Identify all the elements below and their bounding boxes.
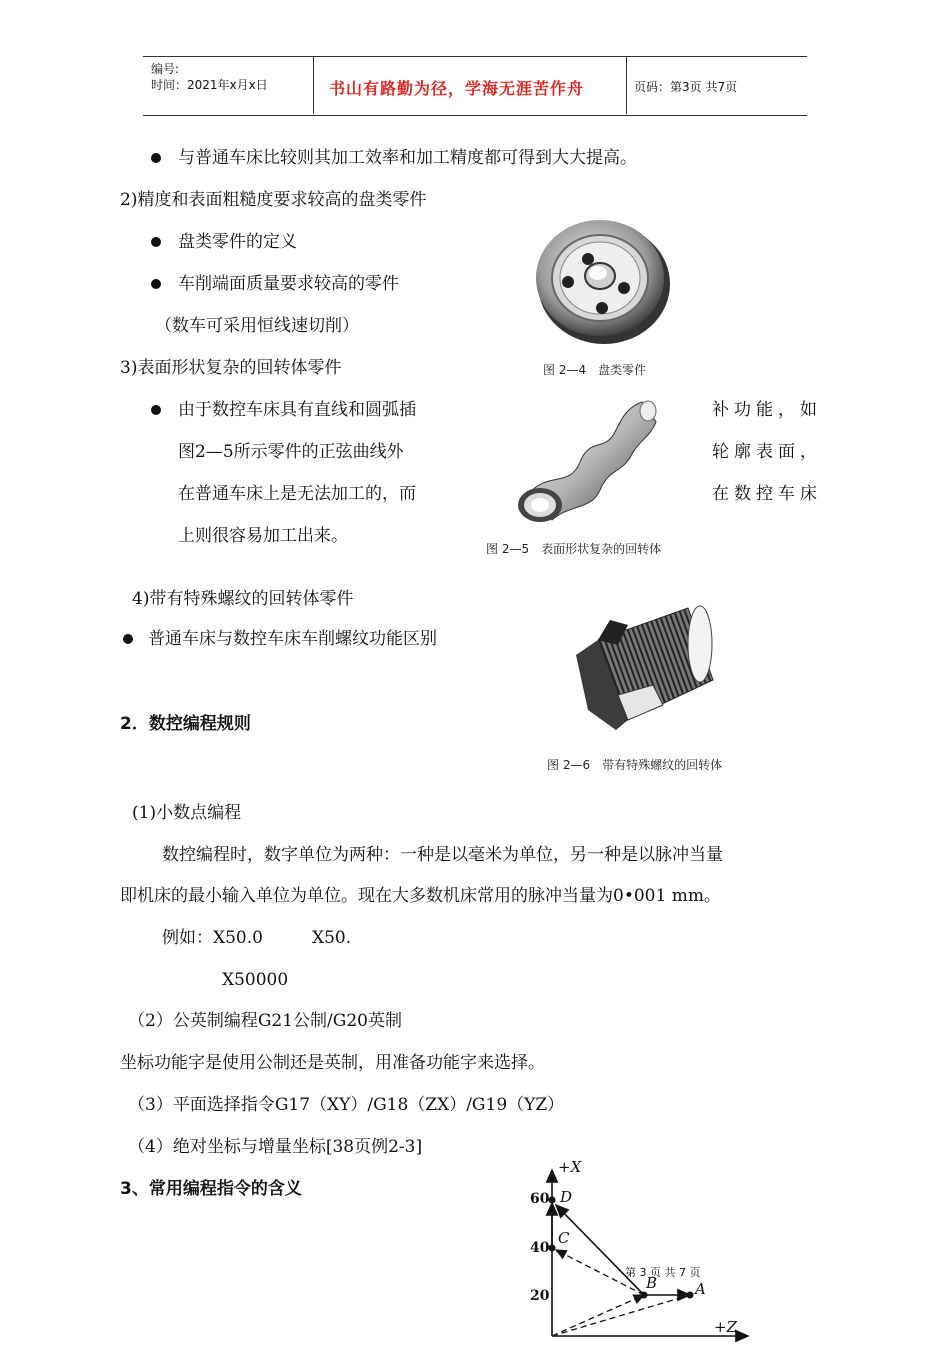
point-label-a: A [695, 1280, 706, 1298]
bullet-dot [151, 405, 161, 415]
axis-label-z: +Z [714, 1318, 737, 1336]
special-thread-part-image [568, 600, 718, 735]
complex-surface-part-image [510, 392, 660, 530]
body-line: （3）平面选择指令G17（XY）/G18（ZX）/G19（YZ） [128, 1095, 565, 1115]
body-line: （4）绝对坐标与增量坐标[38页例2-3] [128, 1137, 423, 1157]
bullet-dot [151, 153, 161, 163]
body-line: （数车可采用恒线速切削） [155, 316, 359, 336]
sub-heading: (1)小数点编程 [132, 803, 242, 823]
header-divider [626, 56, 627, 114]
body-line: 与普通车床比较则其加工效率和加工精度都可得到大大提高。 [178, 148, 637, 168]
bullet-dot [123, 634, 133, 644]
tick-label: 60 [530, 1191, 550, 1207]
section-heading: 2．数控编程规则 [120, 714, 251, 734]
body-line: 在数控车床 [712, 484, 822, 504]
bullet-dot [151, 237, 161, 247]
body-line: 轮廓表面， [712, 442, 822, 462]
body-line: 数控编程时，数字单位为两种：一种是以毫米为单位，另一种是以脉冲当量 [162, 845, 723, 865]
point-label-b: B [646, 1274, 658, 1292]
header-divider [313, 56, 314, 114]
disc-part-image [528, 212, 673, 347]
figure-caption: 图 2—4 盘类零件 [543, 363, 647, 377]
tick-label: 20 [530, 1288, 550, 1304]
header-code-label: 编号: [151, 62, 180, 76]
sub-heading: 4)带有特殊螺纹的回转体零件 [132, 589, 354, 609]
body-line: 在普通车床上是无法加工的，而 [178, 484, 416, 504]
body-line: 上则很容易加工出来。 [178, 526, 348, 546]
point-label-c: C [558, 1229, 570, 1247]
figure-caption: 图 2—6 带有特殊螺纹的回转体 [547, 758, 723, 772]
body-line: 车削端面质量要求较高的零件 [178, 274, 399, 294]
section-heading: 3、常用编程指令的含义 [120, 1179, 302, 1199]
header-motto: 书山有路勤为径，学海无涯苦作舟 [329, 79, 585, 98]
header-page-info: 页码：第3页 共7页 [634, 80, 738, 94]
body-line: X50. [312, 928, 352, 948]
body-line: （2）公英制编程G21公制/G20英制 [128, 1011, 402, 1031]
point-label-d: D [560, 1188, 573, 1206]
figure-caption: 图 2—5 表面形状复杂的回转体 [486, 542, 662, 556]
axis-label-x: +X [558, 1158, 582, 1176]
sub-heading: 2)精度和表面粗糙度要求较高的盘类零件 [120, 190, 427, 210]
bullet-dot [151, 279, 161, 289]
body-line: 坐标功能字是使用公制还是英制，用准备功能字来选择。 [120, 1053, 545, 1073]
body-line: 由于数控车床具有直线和圆弧插 [178, 400, 416, 420]
body-line: 例如：X50.0 [162, 928, 263, 948]
body-line: 图2—5所示零件的正弦曲线外 [178, 442, 404, 462]
page-footer: 第 3 页 共 7 页 [625, 1266, 701, 1279]
body-line: 盘类零件的定义 [178, 232, 297, 252]
body-line: 即机床的最小输入单位为单位。现在大多数机床常用的脉冲当量为0•001 mm。 [120, 886, 721, 906]
sub-heading: 3)表面形状复杂的回转体零件 [120, 358, 342, 378]
body-line: 普通车床与数控车床车削螺纹功能区别 [148, 629, 437, 649]
body-line: 补功能，如 [712, 400, 822, 420]
header-time-label: 时间：2021年x月x日 [151, 78, 268, 92]
body-line: X50000 [222, 970, 289, 990]
tick-label: 40 [530, 1240, 550, 1256]
